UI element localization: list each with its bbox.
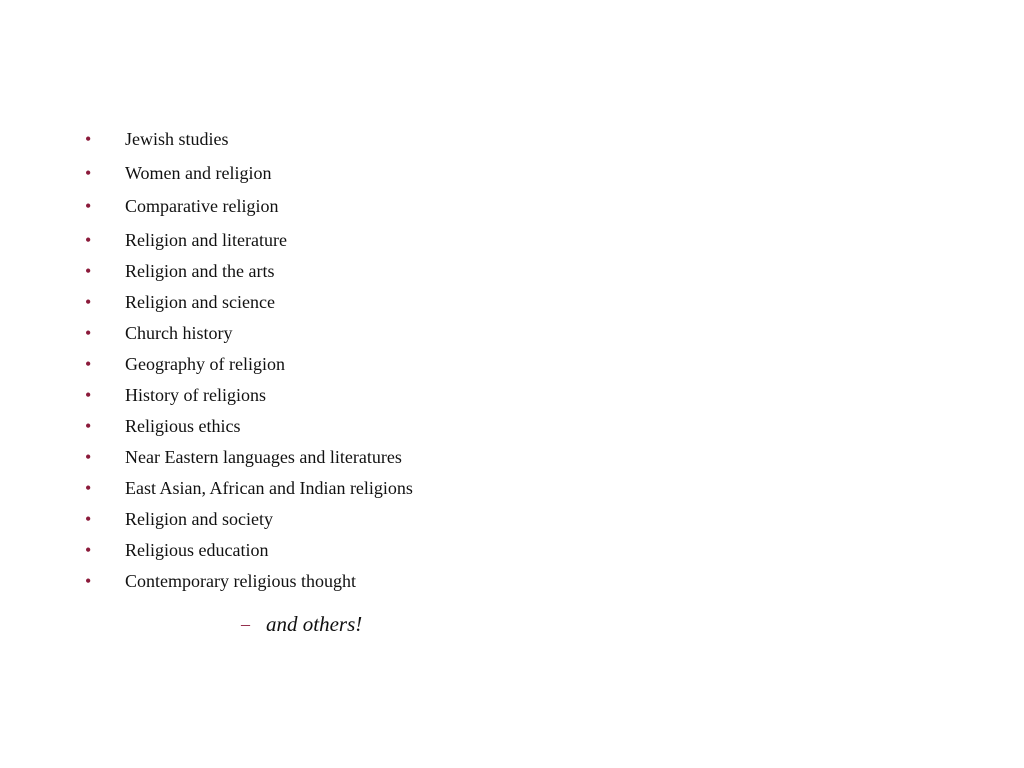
- bullet-icon: •: [85, 416, 92, 436]
- sub-list-item: [241, 610, 362, 638]
- list-item: [85, 290, 275, 314]
- bullet-icon: •: [85, 163, 92, 183]
- list-item-label: Near Eastern languages and literatures: [125, 447, 402, 467]
- bullet-icon: •: [85, 478, 92, 498]
- list-item: [85, 127, 229, 151]
- list-item: [85, 228, 287, 252]
- bullet-icon: •: [85, 261, 92, 281]
- dash-icon: –: [241, 613, 250, 634]
- bullet-icon: •: [85, 129, 92, 149]
- list-item-label: Contemporary religious thought: [125, 571, 356, 591]
- list-item-label: Comparative religion: [125, 196, 279, 216]
- list-item: [85, 161, 272, 185]
- bullet-icon: •: [85, 292, 92, 312]
- sub-list-item-label: and others!: [266, 611, 363, 636]
- list-item-label: East Asian, African and Indian religions: [125, 478, 413, 498]
- list-item: [85, 194, 278, 218]
- list-item: [85, 569, 356, 593]
- list-item-label: Jewish studies: [125, 129, 229, 149]
- list-item: [85, 507, 273, 531]
- bullet-icon: •: [85, 385, 92, 405]
- list-item: [85, 259, 274, 283]
- list-item-label: Church history: [125, 323, 233, 343]
- list-item: [85, 476, 413, 500]
- list-item-label: Religion and literature: [125, 230, 287, 250]
- bullet-icon: •: [85, 509, 92, 529]
- bullet-icon: •: [85, 230, 92, 250]
- bullet-icon: •: [85, 447, 92, 467]
- list-item-label: Religion and society: [125, 509, 273, 529]
- list-item-label: Religion and science: [125, 292, 275, 312]
- bullet-icon: •: [85, 323, 92, 343]
- list-item: [85, 352, 285, 376]
- list-item-label: Religion and the arts: [125, 261, 275, 281]
- list-item-label: Religious education: [125, 540, 269, 560]
- bullet-icon: •: [85, 196, 92, 216]
- bullet-icon: •: [85, 354, 92, 374]
- list-item: [85, 445, 402, 469]
- list-item: [85, 414, 241, 438]
- list-item: [85, 538, 268, 562]
- list-item-label: Religious ethics: [125, 416, 241, 436]
- list-item-label: Geography of religion: [125, 354, 285, 374]
- bullet-icon: •: [85, 571, 92, 591]
- bullet-icon: •: [85, 540, 92, 560]
- list-item: [85, 383, 266, 407]
- list-item-label: History of religions: [125, 385, 266, 405]
- list-item-label: Women and religion: [125, 163, 272, 183]
- list-item: [85, 321, 233, 345]
